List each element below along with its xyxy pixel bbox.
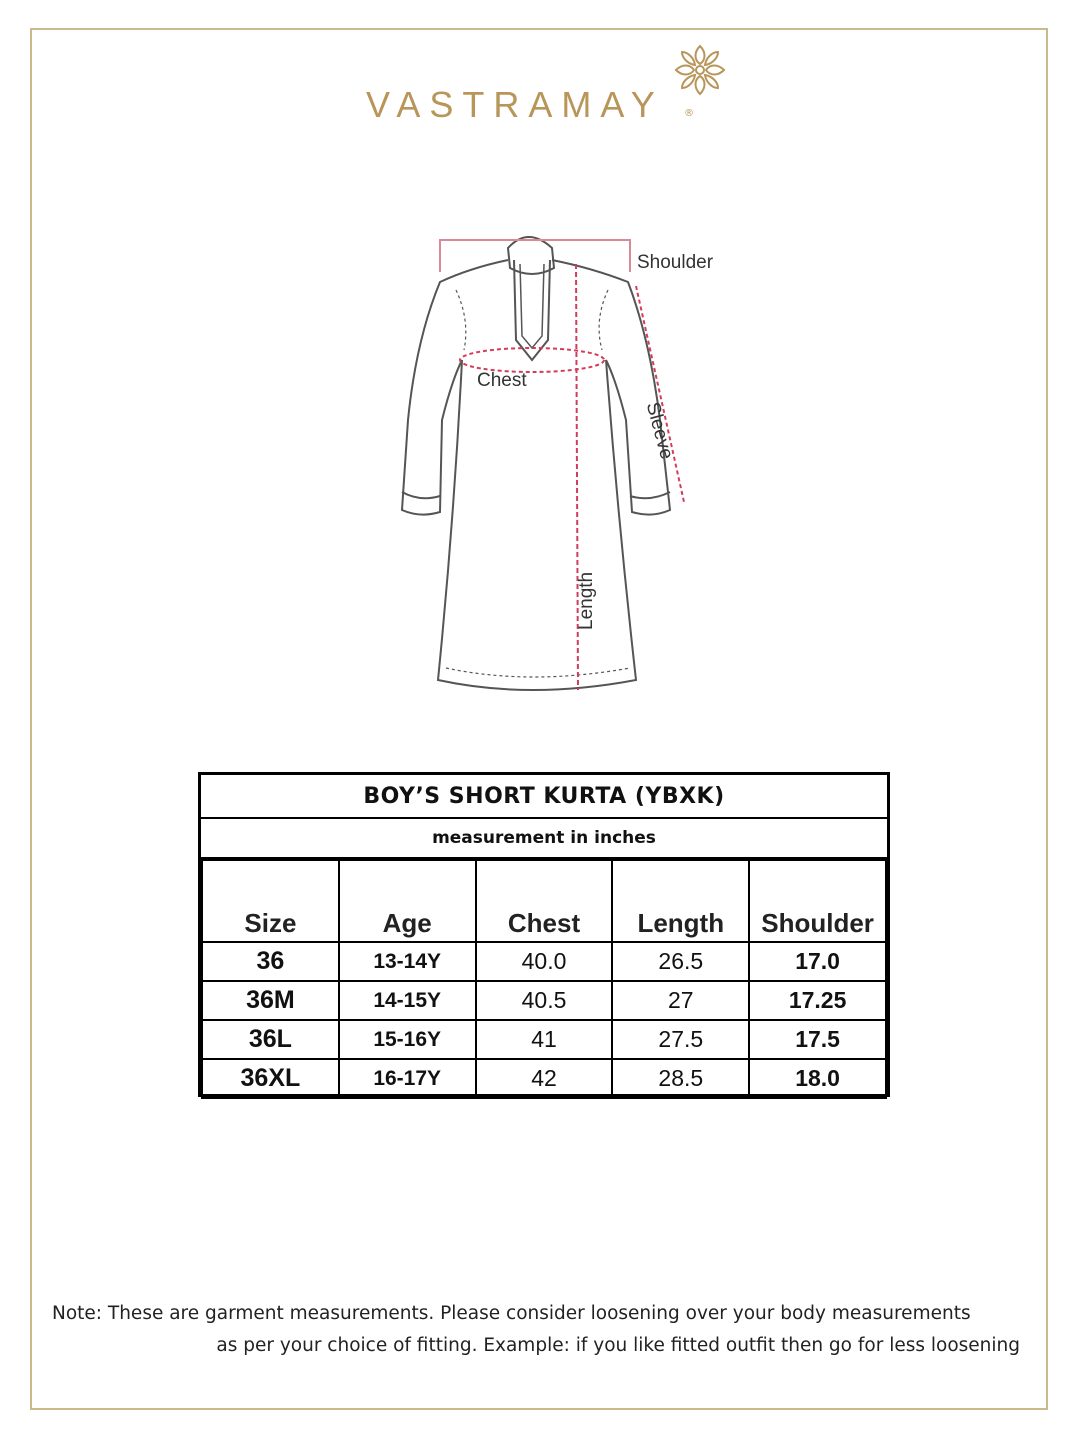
cell-chest: 40.0 xyxy=(476,942,613,981)
diagram-label-shoulder: Shoulder xyxy=(637,252,714,273)
cell-chest: 41 xyxy=(476,1020,613,1059)
cell-size: 36L xyxy=(202,1020,339,1059)
cell-size: 36 xyxy=(202,942,339,981)
cell-shoulder: 17.5 xyxy=(749,1020,886,1059)
cell-size: 36XL xyxy=(202,1059,339,1098)
cell-age: 16-17Y xyxy=(339,1059,476,1098)
size-table-wrapper xyxy=(201,859,887,1094)
size-table xyxy=(201,859,887,1099)
cell-shoulder: 17.25 xyxy=(749,981,886,1020)
column-header-age: Age xyxy=(339,860,476,942)
brand-name: VASTRAMAY xyxy=(366,84,664,125)
cell-shoulder: 17.0 xyxy=(749,942,886,981)
diagram-label-chest: Chest xyxy=(477,370,527,391)
table-row xyxy=(202,1059,886,1098)
cell-age: 13-14Y xyxy=(339,942,476,981)
note-line-1: Note: These are garment measurements. Please consider loosening over your body measurements xyxy=(52,1303,971,1324)
cell-length: 26.5 xyxy=(612,942,749,981)
kurta-diagram xyxy=(380,220,720,714)
diagram-label-sleeve: Sleeve xyxy=(641,400,678,462)
cell-length: 27.5 xyxy=(612,1020,749,1059)
table-row xyxy=(202,1020,886,1059)
column-header-chest: Chest xyxy=(476,860,613,942)
cell-chest: 40.5 xyxy=(476,981,613,1020)
cell-shoulder: 18.0 xyxy=(749,1059,886,1098)
cell-chest: 42 xyxy=(476,1059,613,1098)
diagram-label-length: Length xyxy=(576,571,597,630)
table-header-row xyxy=(202,860,886,942)
cell-size: 36M xyxy=(202,981,339,1020)
brand-header xyxy=(0,38,1080,128)
table-row xyxy=(202,942,886,981)
cell-length: 28.5 xyxy=(612,1059,749,1098)
cell-age: 15-16Y xyxy=(339,1020,476,1059)
size-chart-title: BOY’S SHORT KURTA (YBXK) xyxy=(201,775,887,819)
column-header-shoulder: Shoulder xyxy=(749,860,886,942)
cell-age: 14-15Y xyxy=(339,981,476,1020)
column-header-size: Size xyxy=(202,860,339,942)
mandala-logo-icon xyxy=(668,38,732,122)
size-chart xyxy=(198,772,890,1097)
table-row xyxy=(202,981,886,1020)
brand-registered-mark: ® xyxy=(684,108,694,119)
size-chart-subtitle: measurement in inches xyxy=(201,819,887,859)
cell-length: 27 xyxy=(612,981,749,1020)
column-header-length: Length xyxy=(612,860,749,942)
kurta-illustration xyxy=(380,220,720,710)
note-line-2: as per your choice of fitting. Example: if you like fitted outfit then go for less loosening xyxy=(216,1335,1020,1356)
fitting-note xyxy=(52,1298,1020,1362)
